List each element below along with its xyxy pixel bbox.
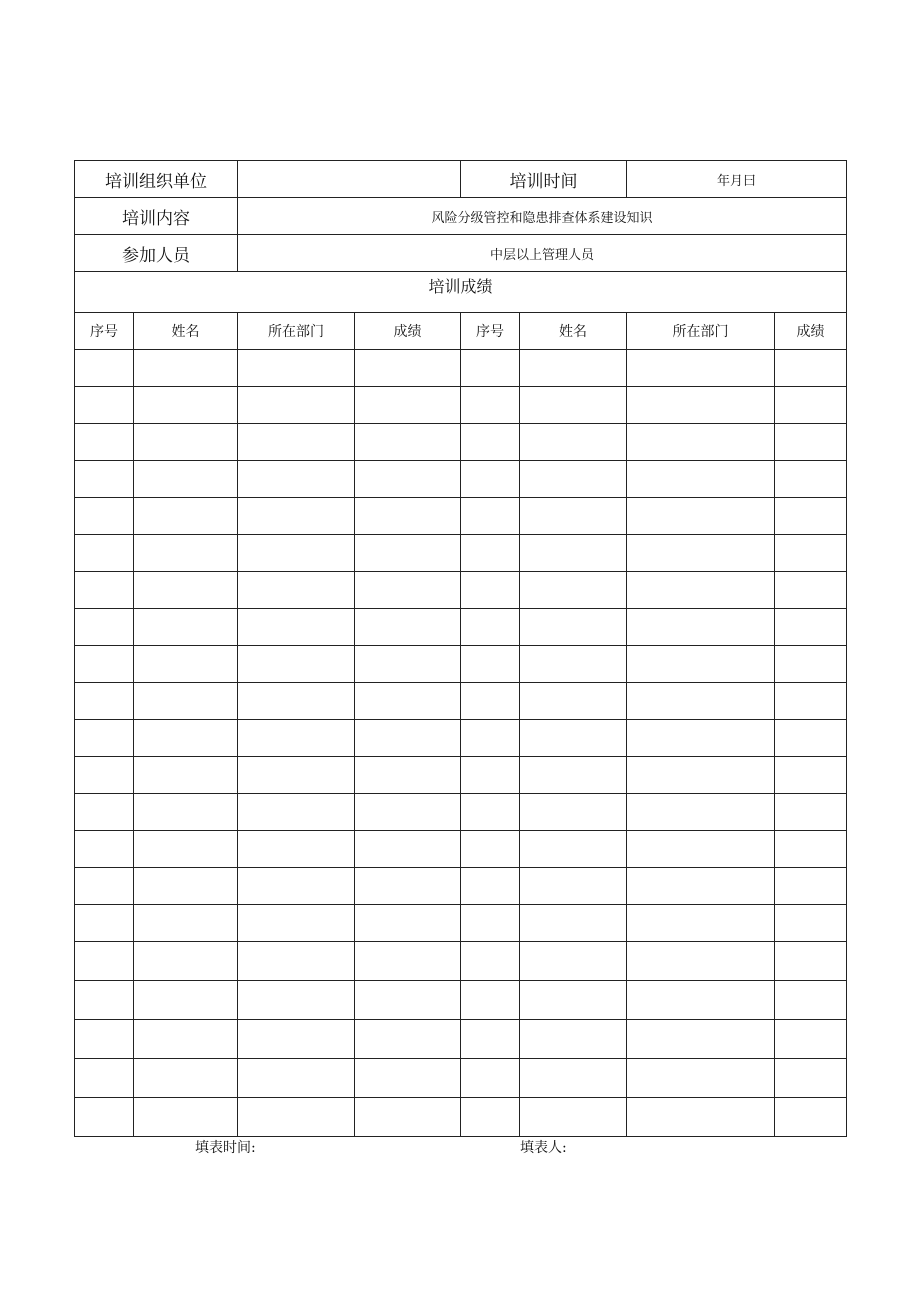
cell-seq-left[interactable] bbox=[75, 942, 134, 981]
cell-dept-left[interactable] bbox=[238, 981, 355, 1020]
table-row bbox=[75, 720, 847, 757]
cell-score-right[interactable] bbox=[775, 794, 847, 831]
cell-seq-left[interactable] bbox=[75, 981, 134, 1020]
cell-dept-left[interactable] bbox=[238, 831, 355, 868]
column-header-name-left: 姓名 bbox=[134, 313, 238, 350]
cell-name-left[interactable] bbox=[134, 905, 238, 942]
cell-dept-right[interactable] bbox=[627, 461, 775, 498]
cell-seq-right[interactable] bbox=[461, 535, 520, 572]
cell-seq-right[interactable] bbox=[461, 1098, 520, 1137]
cell-name-right[interactable] bbox=[520, 757, 627, 794]
cell-score-right[interactable] bbox=[775, 646, 847, 683]
cell-dept-right[interactable] bbox=[627, 683, 775, 720]
table-row bbox=[75, 1098, 847, 1137]
cell-seq-left[interactable] bbox=[75, 1020, 134, 1059]
cell-name-right[interactable] bbox=[520, 646, 627, 683]
cell-score-left[interactable] bbox=[355, 981, 461, 1020]
column-header-seq-left: 序号 bbox=[75, 313, 134, 350]
table-row bbox=[75, 424, 847, 461]
cell-dept-right[interactable] bbox=[627, 942, 775, 981]
cell-dept-left[interactable] bbox=[238, 1098, 355, 1137]
cell-name-right[interactable] bbox=[520, 572, 627, 609]
cell-score-left[interactable] bbox=[355, 1098, 461, 1137]
cell-seq-right[interactable] bbox=[461, 905, 520, 942]
table-row bbox=[75, 350, 847, 387]
table-row bbox=[75, 498, 847, 535]
cell-name-right[interactable] bbox=[520, 831, 627, 868]
cell-dept-left[interactable] bbox=[238, 535, 355, 572]
cell-score-left[interactable] bbox=[355, 461, 461, 498]
content-value[interactable]: 风险分级管控和隐患排查体系建设知识 bbox=[238, 198, 847, 235]
cell-dept-right[interactable] bbox=[627, 387, 775, 424]
cell-dept-right[interactable] bbox=[627, 498, 775, 535]
cell-score-right[interactable] bbox=[775, 720, 847, 757]
cell-name-right[interactable] bbox=[520, 981, 627, 1020]
cell-dept-left[interactable] bbox=[238, 350, 355, 387]
cell-dept-right[interactable] bbox=[627, 868, 775, 905]
cell-seq-right[interactable] bbox=[461, 1020, 520, 1059]
training-record-form bbox=[74, 160, 847, 1137]
cell-name-right[interactable] bbox=[520, 1059, 627, 1098]
cell-score-left[interactable] bbox=[355, 757, 461, 794]
cell-score-left[interactable] bbox=[355, 905, 461, 942]
cell-dept-right[interactable] bbox=[627, 794, 775, 831]
cell-name-right[interactable] bbox=[520, 535, 627, 572]
cell-seq-right[interactable] bbox=[461, 350, 520, 387]
cell-score-left[interactable] bbox=[355, 424, 461, 461]
cell-score-right[interactable] bbox=[775, 1098, 847, 1137]
table-row bbox=[75, 461, 847, 498]
cell-name-left[interactable] bbox=[134, 757, 238, 794]
cell-dept-right[interactable] bbox=[627, 350, 775, 387]
cell-seq-left[interactable] bbox=[75, 831, 134, 868]
participants-label: 参加人员 bbox=[75, 235, 238, 272]
cell-name-right[interactable] bbox=[520, 424, 627, 461]
cell-score-left[interactable] bbox=[355, 1059, 461, 1098]
cell-dept-left[interactable] bbox=[238, 757, 355, 794]
cell-seq-left[interactable] bbox=[75, 794, 134, 831]
cell-name-left[interactable] bbox=[134, 572, 238, 609]
cell-dept-left[interactable] bbox=[238, 424, 355, 461]
cell-name-right[interactable] bbox=[520, 461, 627, 498]
cell-score-right[interactable] bbox=[775, 905, 847, 942]
cell-dept-right[interactable] bbox=[627, 535, 775, 572]
table-row bbox=[75, 609, 847, 646]
content-label: 培训内容 bbox=[75, 198, 238, 235]
cell-name-right[interactable] bbox=[520, 387, 627, 424]
cell-dept-right[interactable] bbox=[627, 905, 775, 942]
cell-name-right[interactable] bbox=[520, 720, 627, 757]
participants-value[interactable]: 中层以上管理人员 bbox=[238, 235, 847, 272]
cell-dept-right[interactable] bbox=[627, 572, 775, 609]
cell-seq-left[interactable] bbox=[75, 1059, 134, 1098]
table-row bbox=[75, 683, 847, 720]
cell-seq-right[interactable] bbox=[461, 498, 520, 535]
cell-seq-left[interactable] bbox=[75, 609, 134, 646]
cell-dept-left[interactable] bbox=[238, 387, 355, 424]
cell-score-right[interactable] bbox=[775, 757, 847, 794]
cell-seq-left[interactable] bbox=[75, 572, 134, 609]
column-header-score-right: 成绩 bbox=[775, 313, 847, 350]
filler-label: 填表人: bbox=[520, 1140, 567, 1156]
cell-dept-left[interactable] bbox=[238, 683, 355, 720]
cell-seq-left[interactable] bbox=[75, 535, 134, 572]
cell-seq-right[interactable] bbox=[461, 1059, 520, 1098]
cell-score-right[interactable] bbox=[775, 350, 847, 387]
cell-name-right[interactable] bbox=[520, 1098, 627, 1137]
fill-time-label: 填表时间: bbox=[195, 1140, 256, 1156]
cell-dept-left[interactable] bbox=[238, 794, 355, 831]
cell-seq-right[interactable] bbox=[461, 720, 520, 757]
cell-seq-right[interactable] bbox=[461, 646, 520, 683]
cell-score-left[interactable] bbox=[355, 831, 461, 868]
cell-name-right[interactable] bbox=[520, 683, 627, 720]
cell-name-right[interactable] bbox=[520, 350, 627, 387]
cell-name-right[interactable] bbox=[520, 794, 627, 831]
cell-score-left[interactable] bbox=[355, 646, 461, 683]
cell-name-right[interactable] bbox=[520, 942, 627, 981]
cell-seq-left[interactable] bbox=[75, 1098, 134, 1137]
cell-score-right[interactable] bbox=[775, 981, 847, 1020]
cell-seq-left[interactable] bbox=[75, 868, 134, 905]
cell-score-right[interactable] bbox=[775, 942, 847, 981]
cell-score-left[interactable] bbox=[355, 942, 461, 981]
cell-score-right[interactable] bbox=[775, 572, 847, 609]
cell-score-left[interactable] bbox=[355, 498, 461, 535]
cell-dept-right[interactable] bbox=[627, 424, 775, 461]
column-header-dept-left: 所在部门 bbox=[238, 313, 355, 350]
table-row bbox=[75, 1059, 847, 1098]
cell-seq-left[interactable] bbox=[75, 350, 134, 387]
cell-name-left[interactable] bbox=[134, 720, 238, 757]
table-row bbox=[75, 387, 847, 424]
cell-seq-right[interactable] bbox=[461, 387, 520, 424]
cell-score-right[interactable] bbox=[775, 461, 847, 498]
cell-dept-left[interactable] bbox=[238, 609, 355, 646]
table-row bbox=[75, 981, 847, 1020]
cell-name-left[interactable] bbox=[134, 831, 238, 868]
cell-seq-right[interactable] bbox=[461, 572, 520, 609]
cell-score-left[interactable] bbox=[355, 350, 461, 387]
cell-score-right[interactable] bbox=[775, 535, 847, 572]
cell-dept-right[interactable] bbox=[627, 981, 775, 1020]
cell-dept-right[interactable] bbox=[627, 1059, 775, 1098]
cell-name-left[interactable] bbox=[134, 498, 238, 535]
cell-score-right[interactable] bbox=[775, 683, 847, 720]
table-row bbox=[75, 942, 847, 981]
cell-dept-right[interactable] bbox=[627, 1098, 775, 1137]
cell-name-left[interactable] bbox=[134, 1020, 238, 1059]
cell-name-left[interactable] bbox=[134, 387, 238, 424]
cell-seq-left[interactable] bbox=[75, 905, 134, 942]
cell-name-right[interactable] bbox=[520, 1020, 627, 1059]
cell-seq-left[interactable] bbox=[75, 720, 134, 757]
table-row bbox=[75, 535, 847, 572]
table-row bbox=[75, 757, 847, 794]
cell-score-left[interactable] bbox=[355, 868, 461, 905]
cell-score-right[interactable] bbox=[775, 1059, 847, 1098]
column-header-name-right: 姓名 bbox=[520, 313, 627, 350]
cell-name-right[interactable] bbox=[520, 905, 627, 942]
cell-seq-right[interactable] bbox=[461, 609, 520, 646]
cell-score-right[interactable] bbox=[775, 1020, 847, 1059]
cell-dept-right[interactable] bbox=[627, 720, 775, 757]
table-row bbox=[75, 868, 847, 905]
cell-name-left[interactable] bbox=[134, 794, 238, 831]
table-row bbox=[75, 831, 847, 868]
cell-dept-left[interactable] bbox=[238, 905, 355, 942]
cell-score-right[interactable] bbox=[775, 831, 847, 868]
cell-score-left[interactable] bbox=[355, 1020, 461, 1059]
cell-dept-left[interactable] bbox=[238, 868, 355, 905]
cell-seq-right[interactable] bbox=[461, 424, 520, 461]
cell-score-right[interactable] bbox=[775, 498, 847, 535]
cell-dept-right[interactable] bbox=[627, 831, 775, 868]
cell-seq-left[interactable] bbox=[75, 461, 134, 498]
cell-name-left[interactable] bbox=[134, 350, 238, 387]
cell-score-left[interactable] bbox=[355, 609, 461, 646]
column-header-score-left: 成绩 bbox=[355, 313, 461, 350]
cell-seq-left[interactable] bbox=[75, 646, 134, 683]
cell-name-right[interactable] bbox=[520, 498, 627, 535]
cell-name-right[interactable] bbox=[520, 868, 627, 905]
cell-dept-right[interactable] bbox=[627, 609, 775, 646]
cell-seq-right[interactable] bbox=[461, 831, 520, 868]
cell-seq-right[interactable] bbox=[461, 942, 520, 981]
cell-dept-left[interactable] bbox=[238, 1059, 355, 1098]
cell-seq-left[interactable] bbox=[75, 424, 134, 461]
column-header-row bbox=[75, 313, 847, 350]
column-header-dept-right: 所在部门 bbox=[627, 313, 775, 350]
table-row bbox=[75, 794, 847, 831]
time-value[interactable]: 年月曰 bbox=[627, 161, 847, 198]
cell-dept-left[interactable] bbox=[238, 498, 355, 535]
cell-score-left[interactable] bbox=[355, 572, 461, 609]
cell-name-left[interactable] bbox=[134, 535, 238, 572]
cell-seq-right[interactable] bbox=[461, 868, 520, 905]
cell-seq-right[interactable] bbox=[461, 981, 520, 1020]
cell-dept-left[interactable] bbox=[238, 461, 355, 498]
cell-score-right[interactable] bbox=[775, 387, 847, 424]
cell-dept-left[interactable] bbox=[238, 1020, 355, 1059]
cell-name-left[interactable] bbox=[134, 646, 238, 683]
section-title: 培训成绩 bbox=[75, 272, 847, 313]
cell-name-right[interactable] bbox=[520, 609, 627, 646]
cell-seq-left[interactable] bbox=[75, 757, 134, 794]
cell-dept-left[interactable] bbox=[238, 942, 355, 981]
cell-dept-right[interactable] bbox=[627, 757, 775, 794]
cell-seq-right[interactable] bbox=[461, 794, 520, 831]
cell-name-left[interactable] bbox=[134, 609, 238, 646]
cell-seq-right[interactable] bbox=[461, 683, 520, 720]
cell-score-left[interactable] bbox=[355, 720, 461, 757]
cell-dept-left[interactable] bbox=[238, 720, 355, 757]
cell-seq-left[interactable] bbox=[75, 498, 134, 535]
cell-name-left[interactable] bbox=[134, 1098, 238, 1137]
time-label: 培训时间 bbox=[461, 161, 627, 198]
cell-score-left[interactable] bbox=[355, 794, 461, 831]
cell-dept-left[interactable] bbox=[238, 572, 355, 609]
org-value[interactable] bbox=[238, 161, 461, 198]
cell-name-left[interactable] bbox=[134, 1059, 238, 1098]
cell-dept-right[interactable] bbox=[627, 1020, 775, 1059]
cell-score-left[interactable] bbox=[355, 387, 461, 424]
org-label: 培训组织单位 bbox=[75, 161, 238, 198]
cell-score-right[interactable] bbox=[775, 424, 847, 461]
cell-score-left[interactable] bbox=[355, 535, 461, 572]
cell-dept-left[interactable] bbox=[238, 646, 355, 683]
cell-name-left[interactable] bbox=[134, 981, 238, 1020]
cell-seq-right[interactable] bbox=[461, 461, 520, 498]
cell-name-left[interactable] bbox=[134, 942, 238, 981]
cell-score-left[interactable] bbox=[355, 683, 461, 720]
table-row bbox=[75, 572, 847, 609]
cell-name-left[interactable] bbox=[134, 424, 238, 461]
cell-seq-left[interactable] bbox=[75, 683, 134, 720]
cell-score-right[interactable] bbox=[775, 868, 847, 905]
cell-seq-right[interactable] bbox=[461, 757, 520, 794]
table-row bbox=[75, 1020, 847, 1059]
cell-dept-right[interactable] bbox=[627, 646, 775, 683]
column-header-seq-right: 序号 bbox=[461, 313, 520, 350]
table-row bbox=[75, 646, 847, 683]
cell-name-left[interactable] bbox=[134, 683, 238, 720]
cell-name-left[interactable] bbox=[134, 461, 238, 498]
table-row bbox=[75, 905, 847, 942]
cell-name-left[interactable] bbox=[134, 868, 238, 905]
cell-score-right[interactable] bbox=[775, 609, 847, 646]
cell-seq-left[interactable] bbox=[75, 387, 134, 424]
